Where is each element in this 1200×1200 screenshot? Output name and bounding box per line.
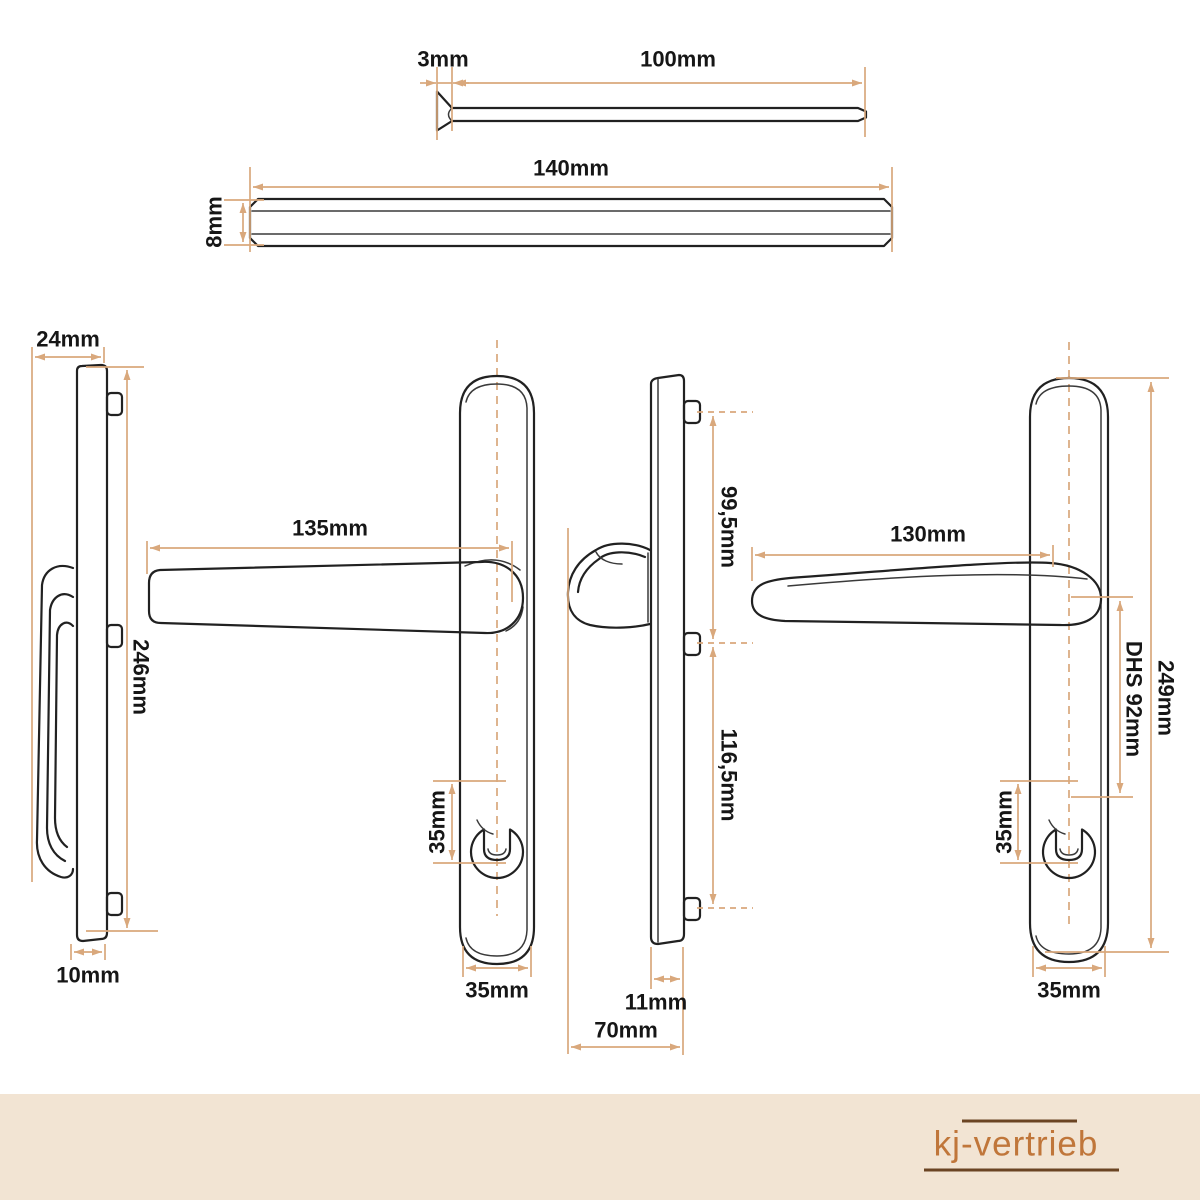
dim-label-spindle-length: 140mm — [533, 155, 609, 181]
dim-label-spindle-thickness: 8mm — [201, 196, 227, 248]
dim-label-plate-width: 35mm — [465, 977, 529, 1003]
lever-outline — [149, 562, 523, 633]
handle-side-view-left — [37, 365, 122, 941]
dim-label-plate-thickness: 10mm — [56, 962, 120, 988]
screw-boss — [684, 633, 700, 655]
dim-label-cylinder-cutout: 35mm — [424, 790, 450, 854]
spindle-outline — [250, 199, 892, 246]
dim-label-lower-screw-gap: 116,5mm — [716, 728, 742, 822]
lever-outline — [752, 562, 1101, 625]
screw-thread-band — [831, 109, 849, 120]
screw-drawing — [437, 92, 866, 131]
lever-profile-outline — [568, 544, 650, 628]
screw-thread-band — [731, 109, 749, 120]
dim-label-screw-length: 100mm — [640, 46, 716, 72]
screw-thread-band — [781, 109, 799, 120]
dim-label-total-depth: 70mm — [594, 1017, 658, 1043]
handle-front-view-right — [752, 378, 1108, 962]
front-right-dimensions — [752, 378, 1169, 977]
backplate-outline — [651, 375, 684, 944]
dim-label-depth: 24mm — [36, 326, 100, 352]
dim-label-plate-height: 249mm — [1153, 660, 1179, 736]
handle-front-view-left — [149, 376, 534, 964]
lever-contour — [788, 575, 1087, 586]
screw-thread-band — [756, 109, 774, 120]
screw-boss — [107, 625, 122, 647]
dim-label-lever-length: 135mm — [292, 515, 368, 541]
dim-label-plate-width: 35mm — [1037, 977, 1101, 1003]
dim-label-screw-head: 3mm — [417, 46, 469, 72]
front-left-dimensions — [147, 541, 531, 977]
screw-thread-band — [706, 109, 724, 120]
lever-grip-contour — [55, 623, 73, 847]
lever-grip-contour — [47, 594, 73, 861]
logo-text: kj-vertrieb — [933, 1124, 1099, 1164]
lever-profile-contour — [578, 552, 645, 592]
backplate-outline — [77, 365, 107, 941]
dim-label-upper-screw-gap: 99,5mm — [716, 486, 742, 568]
dim-label-dhs: DHS 92mm — [1121, 640, 1147, 758]
spindle-drawing — [250, 199, 892, 246]
dim-label-lever-length: 130mm — [890, 521, 966, 547]
screw-boss — [684, 898, 700, 920]
screw-boss — [107, 893, 122, 915]
screw-dimensions — [420, 67, 865, 140]
dim-label-cylinder-cutout: 35mm — [991, 790, 1017, 854]
screw-thread-band — [608, 109, 694, 120]
screw-shaft-outline — [452, 108, 866, 121]
screw-thread-band — [806, 109, 824, 120]
dim-label-boss-offset: 11mm — [624, 989, 688, 1015]
handle-side-view-middle — [568, 375, 700, 944]
screw-boss — [107, 393, 122, 415]
dim-label-plate-height: 246mm — [128, 639, 154, 715]
